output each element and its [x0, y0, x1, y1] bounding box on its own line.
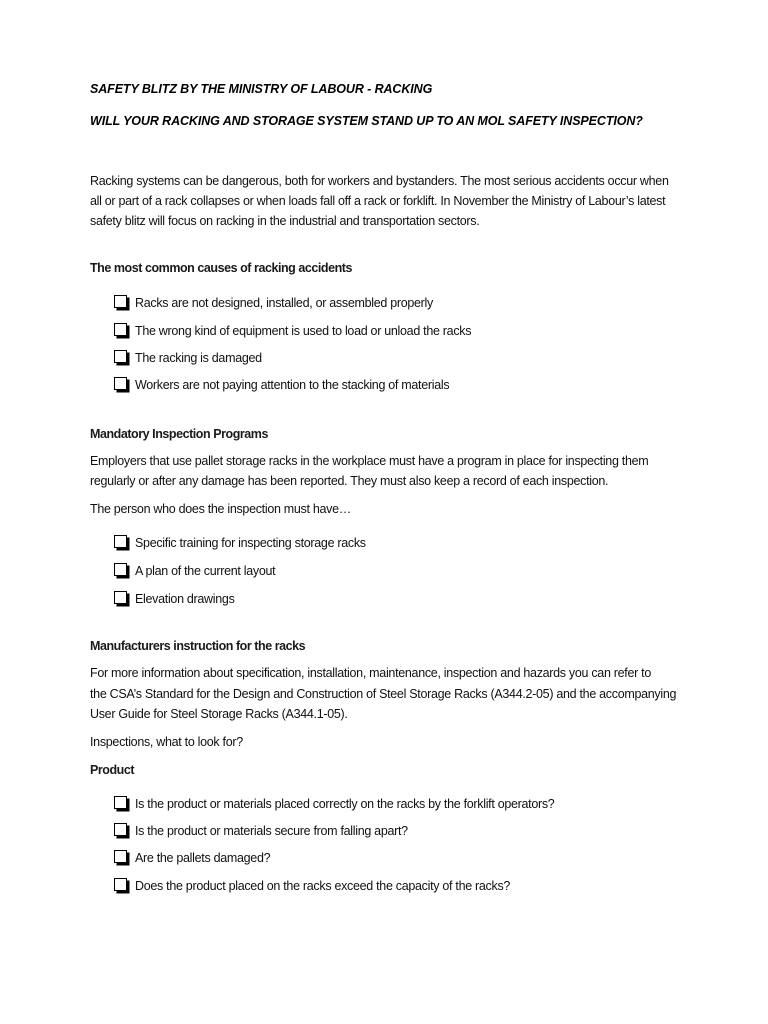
checklist-item-label: Racks are not designed, installed, or assembled properly — [135, 296, 433, 310]
document-subtitle: WILL YOUR RACKING AND STORAGE SYSTEM STAND UP TO AN MOL SAFETY INSPECTION? — [90, 114, 643, 128]
checkbox-icon — [114, 295, 127, 308]
paragraph-line: Employers that use pallet storage racks in the workplace must have a program in place for inspecting them — [90, 454, 649, 468]
checkbox-icon — [114, 850, 127, 863]
checkbox-icon — [114, 823, 127, 836]
checkbox-icon — [114, 591, 127, 604]
checklist-item — [114, 878, 510, 894]
inspector-requirements-lead-in: The person who does the inspection must have… — [90, 502, 351, 516]
checklist-item — [114, 823, 408, 839]
paragraph-line: For more information about specification, installation, maintenance, inspection and hazards you can refer to — [90, 666, 651, 680]
checkbox-icon — [114, 796, 127, 809]
checkbox-icon — [114, 878, 127, 891]
paragraph-line: all or part of a rack collapses or when loads fall off a rack or forklift. In November the Ministry of Labour’s latest — [90, 194, 666, 208]
checklist-item — [114, 535, 366, 551]
checklist-item-label: Elevation drawings — [135, 592, 235, 606]
document-title: SAFETY BLITZ BY THE MINISTRY OF LABOUR - RACKING — [90, 82, 433, 96]
checklist-item-label: Does the product placed on the racks exceed the capacity of the racks? — [135, 879, 511, 893]
checklist-item — [114, 377, 449, 393]
checkbox-icon — [114, 350, 127, 363]
checkbox-icon — [114, 377, 127, 390]
checklist-item — [114, 850, 270, 866]
paragraph-line: safety blitz will focus on racking in the industrial and transportation sectors. — [90, 214, 480, 228]
inspections-heading: Inspections, what to look for? — [90, 735, 243, 749]
checklist-item-label: Is the product or materials secure from falling apart? — [135, 824, 408, 838]
checklist-item-label: Are the pallets damaged? — [135, 851, 271, 865]
paragraph-line: User Guide for Steel Storage Racks (A344.1-05). — [90, 707, 348, 721]
checklist-item-label: Workers are not paying attention to the stacking of materials — [135, 378, 450, 392]
checklist-item — [114, 796, 554, 812]
checklist-item — [114, 323, 471, 339]
paragraph-line: regularly or after any damage has been reported. They must also keep a record of each inspection. — [90, 474, 609, 488]
checklist-item — [114, 591, 235, 607]
checklist-item-label: The racking is damaged — [135, 351, 262, 365]
checklist-item — [114, 350, 262, 366]
section-heading-manufacturers: Manufacturers instruction for the racks — [90, 639, 306, 653]
paragraph-line: the CSA’s Standard for the Design and Construction of Steel Storage Racks (A344.2-05) and the accompanying — [90, 687, 677, 701]
checklist-item — [114, 563, 275, 579]
section-heading-inspection-programs: Mandatory Inspection Programs — [90, 427, 268, 441]
checklist-item-label: Is the product or materials placed correctly on the racks by the forklift operators? — [135, 797, 555, 811]
checkbox-icon — [114, 535, 127, 548]
section-heading-product: Product — [90, 763, 135, 777]
section-heading-causes: The most common causes of racking accidents — [90, 261, 352, 275]
checklist-item-label: A plan of the current layout — [135, 564, 276, 578]
checkbox-icon — [114, 563, 127, 576]
paragraph-line: Racking systems can be dangerous, both for workers and bystanders. The most serious accidents occur when — [90, 174, 669, 188]
checklist-item-label: The wrong kind of equipment is used to load or unload the racks — [135, 324, 472, 338]
checklist-item-label: Specific training for inspecting storage racks — [135, 536, 366, 550]
checkbox-icon — [114, 323, 127, 336]
checklist-item — [114, 295, 433, 311]
